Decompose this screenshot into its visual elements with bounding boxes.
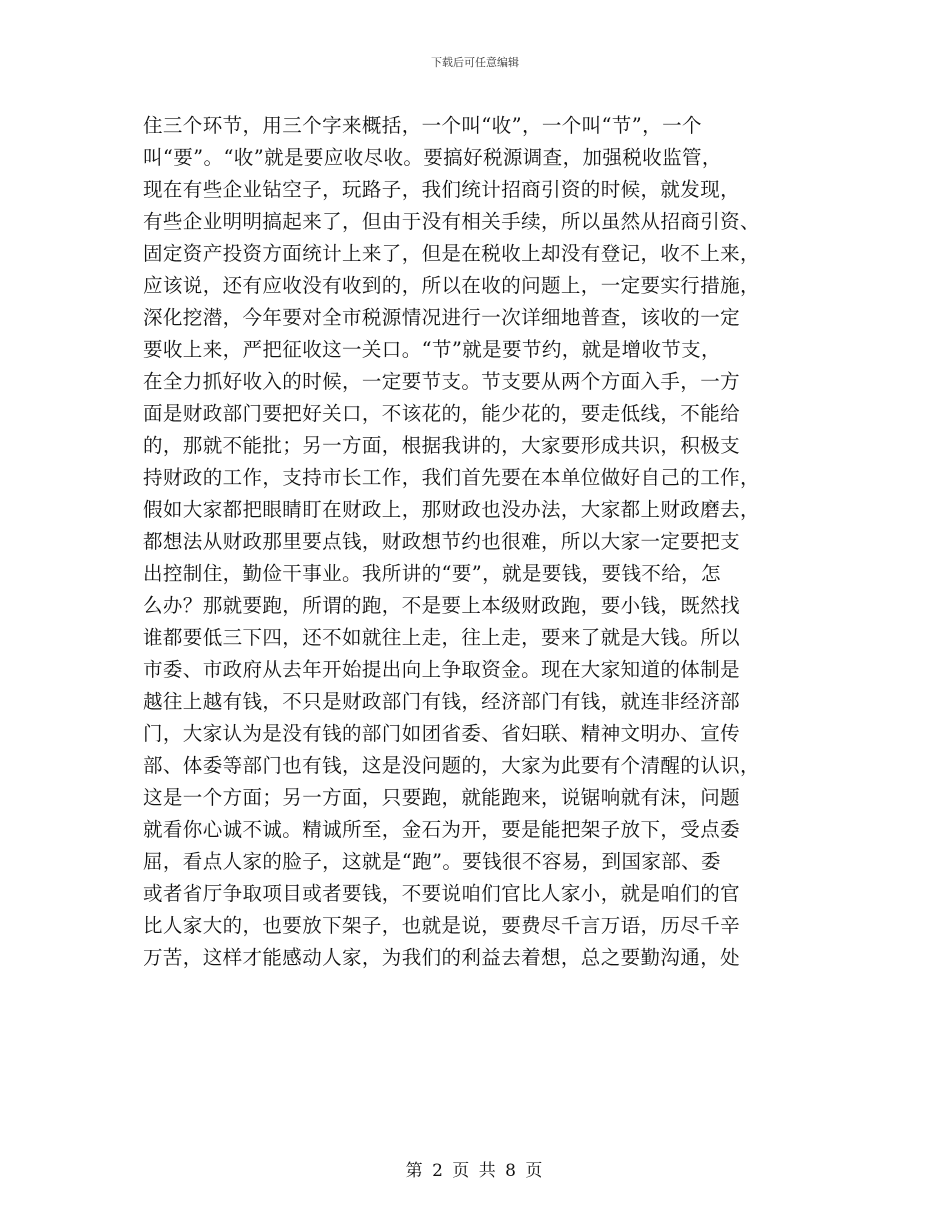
- text-line: 么办？那就要跑，所谓的跑，不是要上本级财政跑，要小钱，既然找: [143, 594, 741, 617]
- text-line: 应该说，还有应收没有收到的，所以在收的问题上，一定要实行措施，: [143, 274, 760, 297]
- text-line: 或者省厅争取项目或者要钱，不要说咱们官比人家小，就是咱们的官: [143, 882, 741, 905]
- text-line: 越往上越有钱，不只是财政部门有钱，经济部门有钱，就连非经济部: [143, 690, 741, 713]
- text-line: 在全力抓好收入的时候，一定要节支。节支要从两个方面入手，一方: [143, 370, 741, 393]
- text-line: 屈，看点人家的脸子，这就是“跑”。要钱很不容易，到国家部、委: [143, 850, 721, 873]
- text-line: 现在有些企业钻空子，玩路子，我们统计招商引资的时候，就发现，: [143, 178, 741, 201]
- text-line: 的，那就不能批；另一方面，根据我讲的，大家要形成共识，积极支: [143, 434, 741, 457]
- text-line: 持财政的工作，支持市长工作，我们首先要在本单位做好自己的工作，: [143, 466, 760, 489]
- document-body: [143, 110, 823, 974]
- text-line: 就看你心诚不诚。精诚所至，金石为开，要是能把架子放下，受点委: [143, 818, 741, 841]
- text-line: 万苦，这样才能感动人家，为我们的利益去着想，总之要勤沟通，处: [143, 946, 741, 969]
- text-line: 谁都要低三下四，还不如就往上走，往上走，要来了就是大钱。所以: [143, 626, 741, 649]
- text-line: 都想法从财政那里要点钱，财政想节约也很难，所以大家一定要把支: [143, 530, 741, 553]
- text-line: 假如大家都把眼睛盯在财政上，那财政也没办法，大家都上财政磨去，: [143, 498, 760, 521]
- text-line: 深化挖潜，今年要对全市税源情况进行一次详细地普查，该收的一定: [143, 306, 741, 329]
- text-line: 面是财政部门要把好关口，不该花的，能少花的，要走低线，不能给: [143, 402, 741, 425]
- text-line: 住三个环节，用三个字来概括，一个叫“收”，一个叫“节”，一个: [143, 114, 702, 137]
- text-line: 要收上来，严把征收这一关口。“节”就是要节约，就是增收节支，: [143, 338, 721, 361]
- page-number: 第 2 页 共 8 页: [405, 1161, 545, 1181]
- text-line: 这是一个方面；另一方面，只要跑，就能跑来，说锯响就有沫，问题: [143, 786, 741, 809]
- text-line: 出控制住，勤俭干事业。我所讲的“要”，就是要钱，要钱不给，怎: [143, 562, 721, 585]
- text-line: 有些企业明明搞起来了，但由于没有相关手续，所以虽然从招商引资、: [143, 210, 760, 233]
- text-line: 比人家大的，也要放下架子，也就是说，要费尽千言万语，历尽千辛: [143, 914, 741, 937]
- text-line: 部、体委等部门也有钱，这是没问题的，大家为此要有个清醒的认识，: [143, 754, 760, 777]
- text-line: 门，大家认为是没有钱的部门如团省委、省妇联、精神文明办、宣传: [143, 722, 741, 745]
- text-line: 市委、市政府从去年开始提出向上争取资金。现在大家知道的体制是: [143, 658, 741, 681]
- text-line: 叫“要”。“收”就是要应收尽收。要搞好税源调查，加强税收监管，: [143, 146, 722, 169]
- page-header: 下载后可任意编辑: [431, 56, 519, 69]
- text-line: 固定资产投资方面统计上来了，但是在税收上却没有登记，收不上来，: [143, 242, 760, 265]
